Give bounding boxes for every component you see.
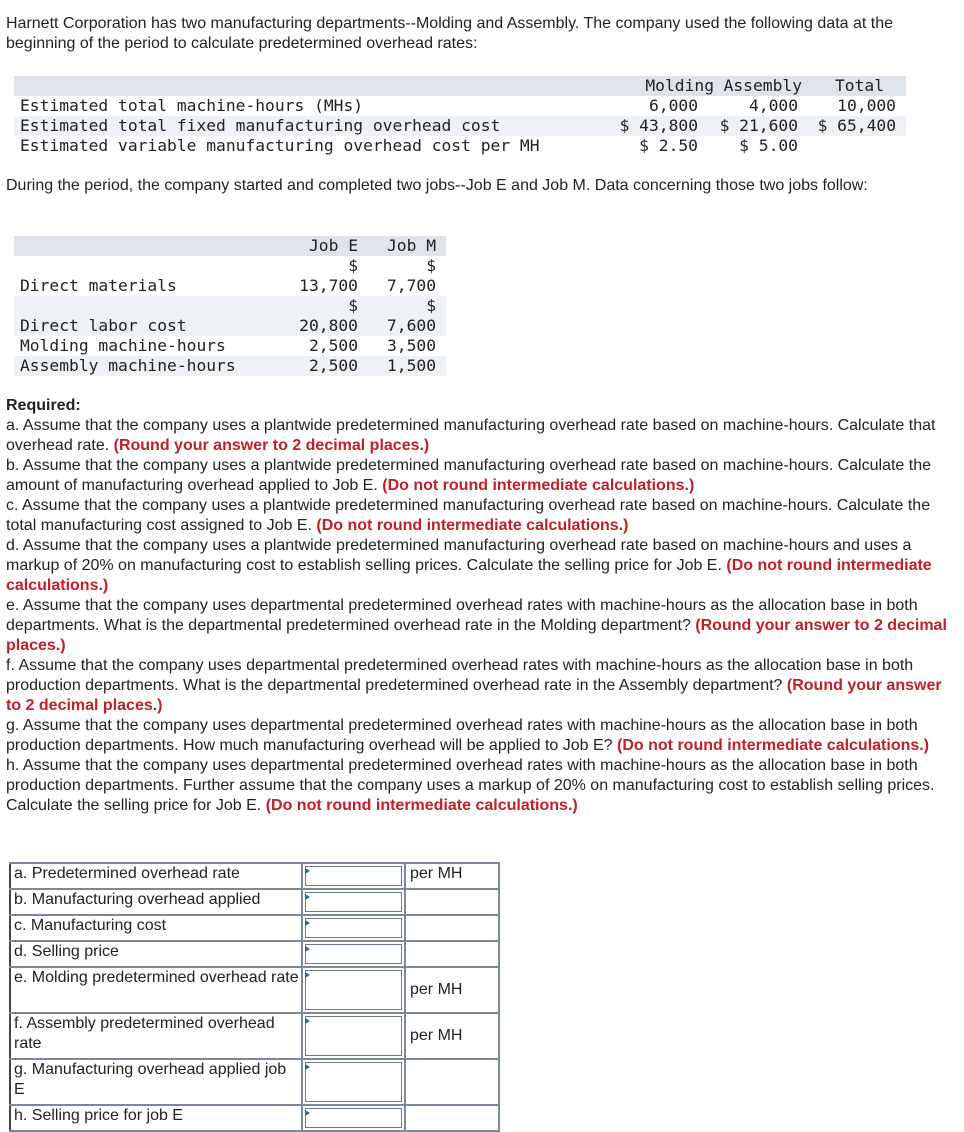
answer-c-input[interactable]	[305, 918, 402, 938]
table-row	[14, 316, 446, 336]
required-section	[6, 396, 956, 816]
cell-value: 10,000	[837, 96, 896, 115]
cell-value: 13,700	[299, 276, 358, 295]
requirement-text: e. Assume that the company uses departmental predetermined overhead rates with machine-hours as the allocation base in both departments. What is the departmental predetermined overhead rate in the Molding department?	[6, 597, 918, 634]
answer-input-cell	[302, 941, 405, 967]
requirement-note: (Do not round intermediate calculations.)	[382, 477, 695, 494]
cell-value: $ 2.50	[639, 136, 698, 155]
answer-row	[10, 889, 499, 915]
jobs-header-row	[14, 236, 446, 256]
answer-input-cell	[302, 1059, 405, 1105]
answer-input-cell	[302, 1013, 405, 1059]
table-row	[14, 116, 906, 136]
row-label: Estimated total fixed manufacturing overhead cost	[20, 116, 501, 135]
answer-input-cell	[302, 967, 405, 1013]
answer-f-input[interactable]	[305, 1016, 402, 1056]
answer-input-cell	[302, 1105, 405, 1131]
cell-value: 2,500	[308, 336, 358, 355]
col-total-header: Total	[834, 76, 884, 95]
cell-value: 3,500	[386, 336, 436, 355]
answer-row	[10, 967, 499, 1013]
answer-unit: per MH	[405, 967, 499, 1013]
requirement-h	[6, 756, 956, 816]
row-label: Direct labor cost	[20, 316, 187, 335]
answer-table	[9, 862, 500, 1132]
answer-row	[10, 1059, 499, 1105]
table-row	[14, 136, 906, 156]
answer-row	[10, 1105, 499, 1131]
col-assembly-header: Assembly	[723, 76, 802, 95]
answer-label: f. Assembly predetermined overhead rate	[10, 1013, 302, 1059]
cell-value: $ 43,800	[619, 116, 698, 135]
answer-row	[10, 863, 499, 889]
table-row	[14, 356, 446, 376]
requirement-d	[6, 536, 956, 596]
requirement-text: c. Assume that the company uses a plantwide predetermined manufacturing overhead rate based on machine-hours. Calculate the total manufacturing cost assigned to Job E.	[6, 497, 931, 534]
answer-unit	[405, 889, 499, 915]
col-job-e-header: Job E	[308, 236, 358, 255]
requirement-note: (Round your answer to 2 decimal places.)	[113, 437, 430, 454]
currency-sign: $	[348, 256, 358, 275]
requirement-text: b. Assume that the company uses a plantwide predetermined manufacturing overhead rate based on machine-hours. Calculate the amount of manufacturing overhead applied to Job E.	[6, 457, 931, 494]
answer-a-input[interactable]	[305, 866, 402, 886]
answer-row	[10, 941, 499, 967]
requirement-text: a. Assume that the company uses a plantwide predetermined manufacturing overhead rate based on machine-hours. Calculate that overhead rate.	[6, 417, 936, 454]
answer-d-input[interactable]	[305, 944, 402, 964]
answer-label: e. Molding predetermined overhead rate	[10, 967, 302, 1013]
cell-value: 7,600	[386, 316, 436, 335]
requirement-a	[6, 416, 956, 456]
requirement-e	[6, 596, 956, 656]
cell-value: 2,500	[308, 356, 358, 375]
requirement-note: (Round your answer to 2 decimal places.)	[6, 677, 942, 714]
currency-sign: $	[426, 256, 436, 275]
table-row	[14, 276, 446, 296]
requirement-note: (Round your answer to 2 decimal places.)	[6, 617, 947, 654]
answer-label: h. Selling price for job E	[10, 1105, 302, 1131]
cell-value: 20,800	[299, 316, 358, 335]
requirement-b	[6, 456, 956, 496]
answer-unit	[405, 941, 499, 967]
requirement-note: (Do not round intermediate calculations.)	[316, 517, 629, 534]
answer-unit: per MH	[405, 863, 499, 889]
currency-sign: $	[426, 296, 436, 315]
answer-unit: per MH	[405, 1013, 499, 1059]
answer-unit	[405, 915, 499, 941]
answer-row	[10, 1013, 499, 1059]
answer-label: b. Manufacturing overhead applied	[10, 889, 302, 915]
requirement-text: d. Assume that the company uses a plantwide predetermined manufacturing overhead rate based on machine-hours and uses a markup of 20% on manufacturing cost to establish selling prices. Calculate the selling price for Job E.	[6, 537, 912, 574]
answer-e-input[interactable]	[305, 970, 402, 1010]
intro-text: Harnett Corporation has two manufacturing departments--Molding and Assembly. The company used the following data at the beginning of the period to calculate predetermined overhead rates:	[6, 15, 894, 52]
estimates-header-row	[14, 76, 906, 96]
table-row	[14, 96, 906, 116]
answer-input-cell	[302, 889, 405, 915]
row-label: Direct materials	[20, 276, 177, 295]
requirement-f	[6, 656, 956, 716]
answer-unit	[405, 1059, 499, 1105]
currency-sign: $	[348, 296, 358, 315]
requirement-c	[6, 496, 956, 536]
cell-value: $ 5.00	[739, 136, 798, 155]
required-title: Required:	[6, 397, 81, 414]
answer-unit	[405, 1105, 499, 1131]
cell-value: $ 65,400	[817, 116, 896, 135]
cell-value: 4,000	[748, 96, 798, 115]
requirement-note: (Do not round intermediate calculations.)	[265, 797, 578, 814]
row-label: Assembly machine-hours	[20, 356, 236, 375]
requirement-text: f. Assume that the company uses departmental predetermined overhead rates with machine-hours as the allocation base in both production departments. What is the departmental predetermined overhead rate in the Assembly department?	[6, 657, 914, 694]
cell-value: 7,700	[386, 276, 436, 295]
row-label: Estimated variable manufacturing overhead cost per MH	[20, 136, 540, 155]
answer-label: a. Predetermined overhead rate	[10, 863, 302, 889]
requirement-text: g. Assume that the company uses departmental predetermined overhead rates with machine-hours as the allocation base in both production departments. How much manufacturing overhead will be applied to Job E?	[6, 717, 918, 754]
col-job-m-header: Job M	[386, 236, 436, 255]
answer-row	[10, 915, 499, 941]
answer-label: g. Manufacturing overhead applied job E	[10, 1059, 302, 1105]
cell-value: 6,000	[648, 96, 698, 115]
cell-value: 1,500	[386, 356, 436, 375]
requirement-note: (Do not round intermediate calculations.)	[617, 737, 930, 754]
row-label: Estimated total machine-hours (MHs)	[20, 96, 364, 115]
jobs-intro-text: During the period, the company started and completed two jobs--Job E and Job M. Data concerning those two jobs follow:	[6, 177, 868, 194]
answer-g-input[interactable]	[305, 1062, 402, 1102]
answer-input-cell	[302, 915, 405, 941]
answer-h-input[interactable]	[305, 1108, 402, 1128]
answer-label: c. Manufacturing cost	[10, 915, 302, 941]
cell-value: $ 21,600	[719, 116, 798, 135]
table-row	[14, 256, 446, 276]
answer-label: d. Selling price	[10, 941, 302, 967]
answer-b-input[interactable]	[305, 892, 402, 912]
table-row	[14, 296, 446, 316]
requirement-note: (Do not round intermediate calculations.)	[6, 557, 932, 594]
col-molding-header: Molding	[645, 76, 714, 95]
answer-input-cell	[302, 863, 405, 889]
table-row	[14, 336, 446, 356]
requirement-text: h. Assume that the company uses departmental predetermined overhead rates with machine-hours as the allocation base in both production departments. Further assume that the company uses a markup of 20% on manufacturing cost to establish selling prices. Calculate the selling price for Job E.	[6, 757, 935, 814]
requirement-g	[6, 716, 956, 756]
row-label: Molding machine-hours	[20, 336, 226, 355]
